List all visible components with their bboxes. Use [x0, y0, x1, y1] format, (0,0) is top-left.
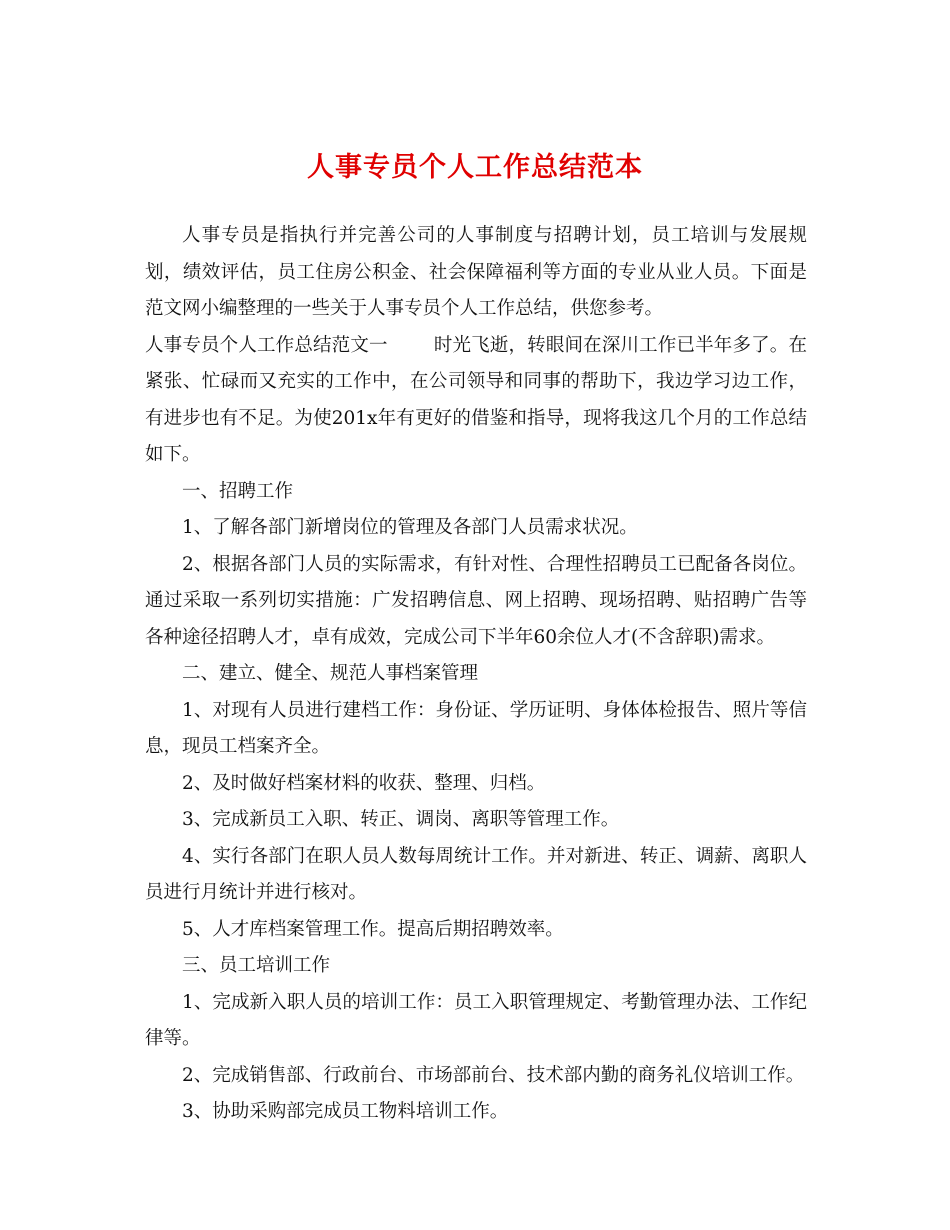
- section-heading-training: 三、员工培训工作: [182, 955, 331, 976]
- list-item: 2、根据各部门人员的实际需求，有针对性、合理性招聘员工已配备各岗位。通过采取一系列切实措施：广发招聘信息、网上招聘、现场招聘、贴招聘广告等各种途径招聘人才，卓有成效，完成公司下半年60余位人才(不含辞职)需求。: [145, 553, 807, 648]
- document-body: [145, 218, 807, 1131]
- list-item: 5、人才库档案管理工作。提高后期招聘效率。: [182, 918, 564, 940]
- section-heading-recruitment: 一、招聘工作: [182, 480, 294, 502]
- list-item: 1、完成新入职人员的培训工作：员工入职管理规定、考勤管理办法、工作纪律等。: [145, 991, 807, 1049]
- section-heading-archives: 二、建立、健全、规范人事档案管理: [182, 663, 479, 684]
- list-item: 2、及时做好档案材料的收获、整理、归档。: [182, 772, 546, 794]
- intro-paragraph: 人事专员是指执行并完善公司的人事制度与招聘计划，员工培训与发展规划，绩效评估，员工住房公积金、社会保障福利等方面的专业从业人员。下面是范文网小编整理的一些关于人事专员个人工作总结，供您参考。: [145, 225, 807, 319]
- list-item: 1、了解各部门新增岗位的管理及各部门人员需求状况。: [182, 517, 638, 538]
- list-item: 3、协助采购部完成员工物料培训工作。: [182, 1101, 509, 1122]
- list-item: 1、对现有人员进行建档工作：身份证、学历证明、身体体检报告、照片等信息，现员工档案齐全。: [145, 699, 807, 757]
- sample-paragraph: [145, 328, 807, 474]
- sample-label: 人事专员个人工作总结范文一: [145, 334, 388, 356]
- list-item: 4、实行各部门在职人员人数每周统计工作。并对新进、转正、调薪、离职人员进行月统计并进行核对。: [145, 845, 807, 903]
- sample-opening: 时光飞逝，转眼间在深川工作已半年多了。在紧张、忙碌而又充实的工作中，在公司领导和同事的帮助下，我边学习边工作，有进步也有不足。为使201x年有更好的借鉴和指导，现将我这几个月的工作总结如下。: [145, 334, 807, 465]
- document-title: 人事专员个人工作总结范本: [307, 152, 643, 183]
- list-item: 2、完成销售部、行政前台、市场部前台、技术部内勤的商务礼仪培训工作。: [182, 1064, 805, 1086]
- list-item: 3、完成新员工入职、转正、调岗、离职等管理工作。: [182, 809, 620, 830]
